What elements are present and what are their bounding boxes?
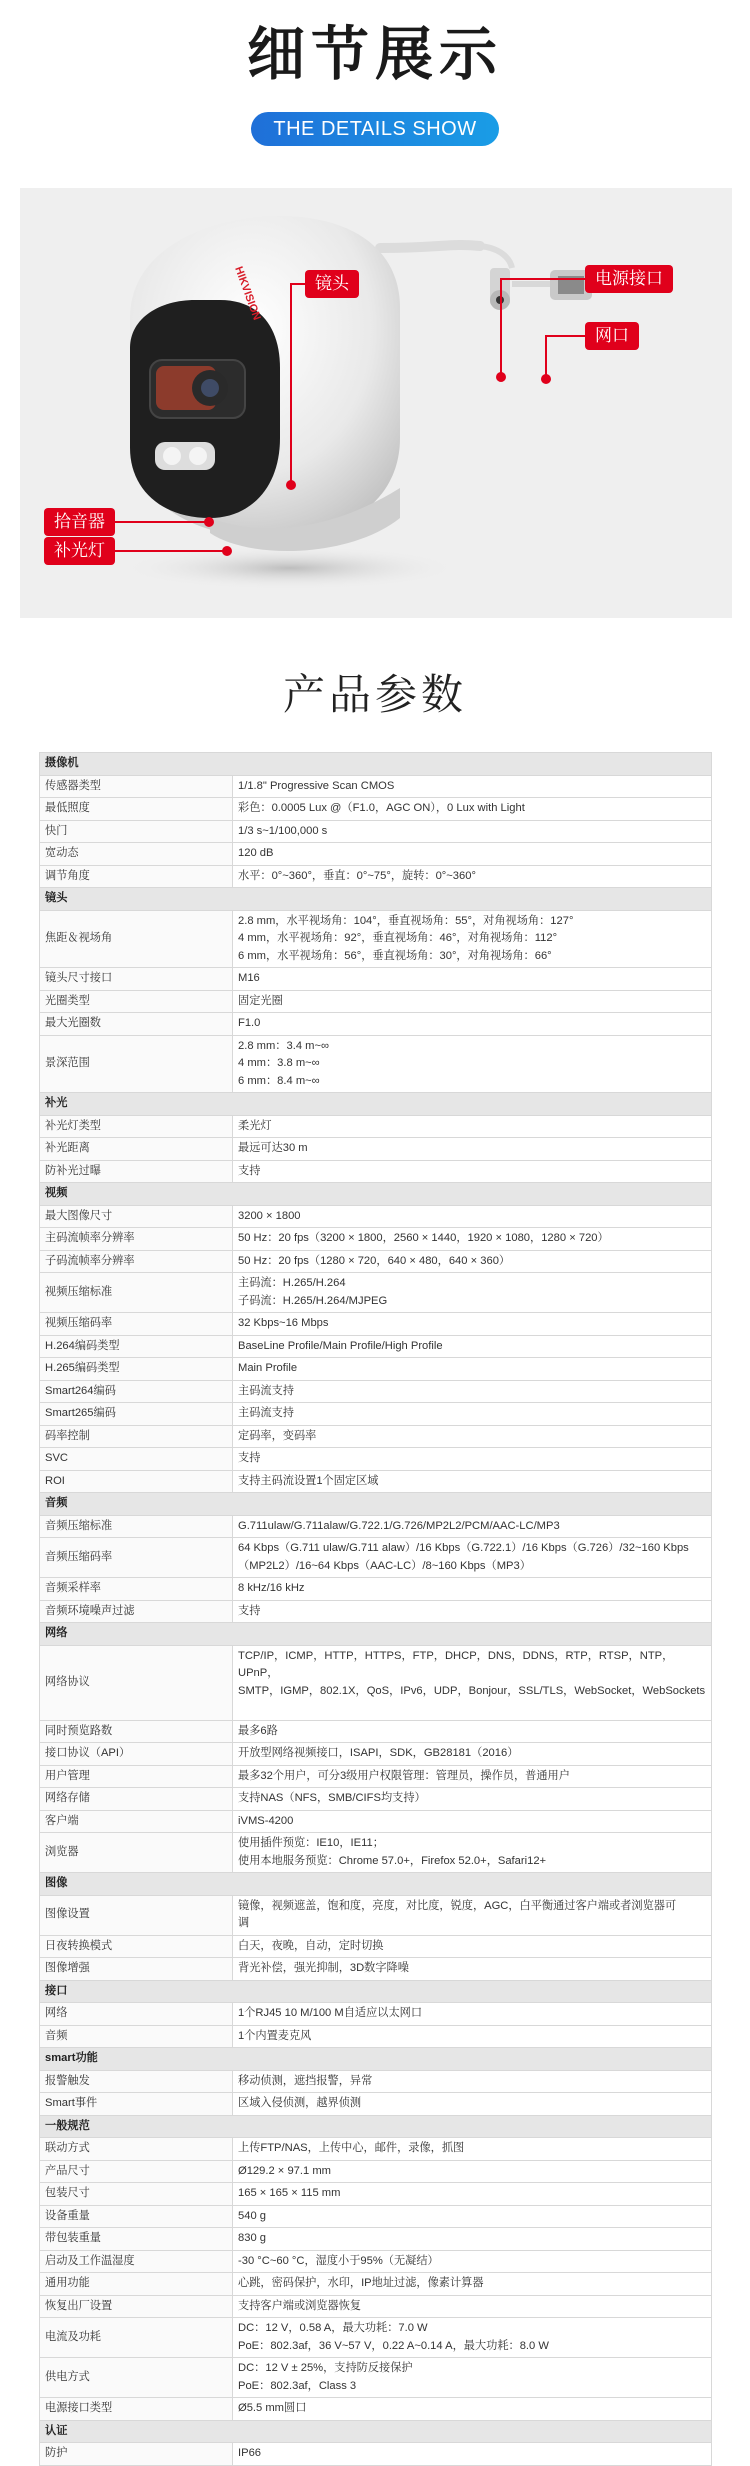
spec-value — [233, 1935, 712, 1958]
spec-key: 客户端 — [40, 1810, 233, 1833]
spec-value — [233, 1358, 712, 1381]
spec-value — [233, 2003, 712, 2026]
spec-value-line: 使用本地服务预览：Chrome 57.0+，Firefox 52.0+，Safari12+ — [238, 1854, 547, 1867]
callout-lens-tag-vline — [290, 283, 292, 483]
spec-value-line: DC：12 V ± 25%，支持防反接保护 — [238, 2362, 413, 2374]
spec-row — [40, 1470, 712, 1493]
spec-value — [233, 1720, 712, 1743]
spec-key: SVC — [40, 1448, 233, 1471]
spec-row — [40, 910, 712, 968]
spec-value — [233, 1205, 712, 1228]
spec-row — [40, 1810, 712, 1833]
spec-value-line: 830 g — [238, 2232, 266, 2244]
spec-row — [40, 2228, 712, 2251]
spec-value-line: 4 mm：3.8 m~∞ — [238, 1057, 320, 1069]
spec-value-line: 支持客户端或浏览器恢复 — [238, 2299, 362, 2312]
spec-value — [233, 1228, 712, 1251]
spec-value-line: 背光补偿，强光抑制，3D数字降噪 — [238, 1962, 409, 1974]
spec-key: 视频压缩标准 — [40, 1273, 233, 1313]
spec-value-line: 彩色：0.0005 Lux @（F1.0，AGC ON），0 Lux with Light — [238, 802, 525, 814]
callout-mic-tag-dot — [204, 517, 214, 527]
spec-value-line: 主码流：H.265/H.264 — [238, 1277, 346, 1289]
spec-row — [40, 1600, 712, 1623]
spec-value — [233, 1833, 712, 1873]
spec-value-line: 主码流支持 — [238, 1384, 294, 1397]
spec-value-line: 开放型网络视频接口，ISAPI，SDK，GB28181（2016） — [238, 1747, 519, 1759]
spec-value — [233, 1538, 712, 1578]
spec-value-line: 区域入侵侦测，越界侦测 — [238, 2097, 362, 2109]
spec-value — [233, 820, 712, 843]
spec-row — [40, 2160, 712, 2183]
spec-row — [40, 775, 712, 798]
spec-row — [40, 1273, 712, 1313]
spec-key: H.264编码类型 — [40, 1335, 233, 1358]
spec-key: 产品尺寸 — [40, 2160, 233, 2183]
spec-value-line: 最多6路 — [238, 1724, 278, 1737]
spec-row — [40, 1358, 712, 1381]
spec-key: 联动方式 — [40, 2138, 233, 2161]
spec-value — [233, 1895, 712, 1935]
spec-row — [40, 1313, 712, 1336]
spec-key: 接口协议（API） — [40, 1743, 233, 1766]
callout-lens-tag-line — [290, 283, 306, 285]
spec-value-line: 1个内置麦克风 — [238, 2029, 312, 2042]
spec-value-line: 最远可达30 m — [238, 1142, 308, 1154]
callout-light-tag-dot — [222, 546, 232, 556]
spec-value — [233, 1313, 712, 1336]
spec-key: 补光灯类型 — [40, 1115, 233, 1138]
spec-key: 调节角度 — [40, 865, 233, 888]
spec-key: 镜头尺寸接口 — [40, 968, 233, 991]
spec-value-line: 固定光圈 — [238, 994, 283, 1007]
spec-value-line: 水平：0°~360°，垂直：0°~75°，旋转：0°~360° — [238, 869, 476, 882]
spec-value — [233, 2250, 712, 2273]
spec-key: 最大图像尺寸 — [40, 1205, 233, 1228]
spec-value-line: BaseLine Profile/Main Profile/High Profile — [238, 1339, 443, 1352]
callout-network-tag-dot — [541, 374, 551, 384]
spec-value — [233, 2358, 712, 2398]
spec-value-line: DC：12 V，0.58 A，最大功耗：7.0 W — [238, 2322, 428, 2334]
spec-key: 焦距＆视场角 — [40, 910, 233, 968]
spec-row — [40, 2295, 712, 2318]
spec-key: 传感器类型 — [40, 775, 233, 798]
spec-value — [233, 1810, 712, 1833]
spec-value-line: iVMS-4200 — [238, 1814, 294, 1827]
spec-value-line: 165 × 165 × 115 mm — [238, 2187, 341, 2199]
spec-key: 音频环境噪声过滤 — [40, 1600, 233, 1623]
camera-illustration — [20, 188, 732, 618]
spec-row — [40, 2250, 712, 2273]
spec-row — [40, 2003, 712, 2026]
spec-group-row — [40, 2115, 712, 2138]
spec-value — [233, 1515, 712, 1538]
spec-value-line: IP66 — [238, 2447, 262, 2459]
spec-row — [40, 990, 712, 1013]
spec-row — [40, 843, 712, 866]
spec-group-title: 摄像机 — [40, 753, 712, 776]
spec-value — [233, 2070, 712, 2093]
spec-row — [40, 1578, 712, 1601]
spec-group-title: 音频 — [40, 1493, 712, 1516]
spec-group-title: 认证 — [40, 2420, 712, 2443]
spec-value — [233, 1743, 712, 1766]
spec-row — [40, 1515, 712, 1538]
spec-row — [40, 1380, 712, 1403]
spec-row — [40, 2318, 712, 2358]
callout-power-tag-dot — [496, 372, 506, 382]
spec-value — [233, 910, 712, 968]
spec-value-line: 64 Kbps（G.711 ulaw/G.711 alaw）/16 Kbps（G.722.1）/16 Kbps（G.726）/32~160 Kbps — [238, 1542, 689, 1554]
spec-value-line: 调 — [238, 1917, 250, 1929]
spec-value-line: 4 mm，水平视场角：92°，垂直视场角：46°，对角视场角：112° — [238, 932, 558, 944]
spec-row — [40, 798, 712, 821]
spec-value-line: F1.0 — [238, 1017, 261, 1029]
spec-group-title: 一般规范 — [40, 2115, 712, 2138]
spec-key: 子码流帧率分辨率 — [40, 1250, 233, 1273]
spec-row — [40, 968, 712, 991]
spec-value-line: 1/1.8" Progressive Scan CMOS — [238, 779, 395, 792]
spec-key: Smart事件 — [40, 2093, 233, 2116]
spec-group-title: 网络 — [40, 1623, 712, 1646]
spec-row — [40, 1720, 712, 1743]
spec-value-line: 2.8 mm：3.4 m~∞ — [238, 1039, 329, 1052]
spec-key: 设备重量 — [40, 2205, 233, 2228]
callout-mic-tag: 拾音器 — [44, 508, 115, 536]
spec-table — [39, 752, 712, 2466]
spec-key: 防补光过曝 — [40, 1160, 233, 1183]
spec-value — [233, 1403, 712, 1426]
spec-row — [40, 1425, 712, 1448]
spec-key: 音频 — [40, 2025, 233, 2048]
spec-value — [233, 1645, 712, 1720]
spec-row — [40, 2398, 712, 2421]
spec-key: 通用功能 — [40, 2273, 233, 2296]
spec-value — [233, 2295, 712, 2318]
spec-row — [40, 1538, 712, 1578]
spec-value-line: 6 mm，水平视场角：56°，垂直视场角：30°，对角视场角：66° — [238, 949, 552, 962]
spec-group-row — [40, 2048, 712, 2071]
spec-value — [233, 968, 712, 991]
spec-value-line: 镜像，视频遮盖，饱和度，亮度，对比度，锐度，AGC，白平衡通过客户端或者浏览器可 — [238, 1899, 677, 1912]
spec-value — [233, 1013, 712, 1036]
spec-row — [40, 1013, 712, 1036]
spec-key: 报警触发 — [40, 2070, 233, 2093]
spec-key: 码率控制 — [40, 1425, 233, 1448]
callout-mic-tag-line — [112, 521, 208, 523]
spec-row — [40, 2183, 712, 2206]
spec-value-line: PoE：802.3af，36 V~57 V，0.22 A~0.14 A，最大功耗：8.0 W — [238, 2339, 549, 2352]
spec-key: 浏览器 — [40, 1833, 233, 1873]
spec-row — [40, 1833, 712, 1873]
spec-value-line: 120 dB — [238, 847, 274, 859]
spec-key: H.265编码类型 — [40, 1358, 233, 1381]
spec-key: 网络协议 — [40, 1645, 233, 1720]
spec-key: 电源接口类型 — [40, 2398, 233, 2421]
spec-value — [233, 2205, 712, 2228]
spec-group-row — [40, 1873, 712, 1896]
spec-key: Smart265编码 — [40, 1403, 233, 1426]
spec-key: 同时预览路数 — [40, 1720, 233, 1743]
spec-value-line: （MP2L2）/16~64 Kbps（AAC-LC）/8~160 Kbps（MP3） — [238, 1559, 531, 1572]
spec-group-title: 图像 — [40, 1873, 712, 1896]
spec-value — [233, 1578, 712, 1601]
callout-lens-tag: 镜头 — [305, 270, 359, 298]
spec-row — [40, 2070, 712, 2093]
spec-key: 宽动态 — [40, 843, 233, 866]
spec-group-title: 接口 — [40, 1980, 712, 2003]
spec-value-line: 使用插件预览：IE10，IE11； — [238, 1837, 384, 1849]
spec-value-line: Main Profile — [238, 1362, 298, 1374]
spec-value-line: 心跳，密码保护，水印，IP地址过滤，像素计算器 — [238, 2277, 484, 2289]
spec-row — [40, 1765, 712, 1788]
spec-key: 供电方式 — [40, 2358, 233, 2398]
spec-value-line: 3200 × 1800 — [238, 1209, 301, 1222]
spec-value — [233, 1788, 712, 1811]
spec-value — [233, 2228, 712, 2251]
spec-value — [233, 2025, 712, 2048]
spec-value — [233, 2273, 712, 2296]
callout-light-tag: 补光灯 — [44, 537, 115, 565]
spec-row — [40, 1205, 712, 1228]
spec-row — [40, 1138, 712, 1161]
spec-row — [40, 865, 712, 888]
spec-group-row — [40, 1623, 712, 1646]
spec-value-line — [238, 1700, 706, 1718]
spec-value-line: 8 kHz/16 kHz — [238, 1582, 305, 1594]
spec-row — [40, 1228, 712, 1251]
callout-power-tag: 电源接口 — [585, 265, 673, 293]
spec-group-row — [40, 753, 712, 776]
spec-key: 快门 — [40, 820, 233, 843]
spec-value-line: Ø129.2 × 97.1 mm — [238, 2164, 331, 2177]
spec-value — [233, 1335, 712, 1358]
spec-key: 补光距离 — [40, 1138, 233, 1161]
spec-key: 电流及功耗 — [40, 2318, 233, 2358]
spec-value — [233, 1138, 712, 1161]
spec-group-row — [40, 1980, 712, 2003]
spec-key: 网络 — [40, 2003, 233, 2026]
callout-network-tag-line — [545, 335, 585, 337]
spec-key: 包装尺寸 — [40, 2183, 233, 2206]
spec-value-line: G.711ulaw/G.711alaw/G.722.1/G.726/MP2L2/PCM/AAC-LC/MP3 — [238, 1519, 560, 1532]
spec-value-line: 支持 — [238, 1604, 261, 1617]
spec-value — [233, 1273, 712, 1313]
spec-value-line: 540 g — [238, 2209, 266, 2222]
spec-value-line: 柔光灯 — [238, 1119, 272, 1132]
spec-group-row — [40, 1183, 712, 1206]
spec-row — [40, 1958, 712, 1981]
spec-value-line: 6 mm：8.4 m~∞ — [238, 1074, 320, 1087]
spec-key: 主码流帧率分辨率 — [40, 1228, 233, 1251]
spec-key: 启动及工作温湿度 — [40, 2250, 233, 2273]
spec-row — [40, 820, 712, 843]
spec-key: 最低照度 — [40, 798, 233, 821]
spec-value-line: 50 Hz：20 fps（1280 × 720，640 × 480，640 × 360） — [238, 1254, 511, 1267]
spec-value-line: -30 °C~60 °C，湿度小于95%（无凝结） — [238, 2254, 439, 2267]
spec-row — [40, 2443, 712, 2466]
spec-row — [40, 1160, 712, 1183]
spec-key: 景深范围 — [40, 1035, 233, 1093]
spec-value — [233, 1600, 712, 1623]
spec-row — [40, 2205, 712, 2228]
spec-key: 网络存储 — [40, 1788, 233, 1811]
spec-key: 光圈类型 — [40, 990, 233, 1013]
spec-value-line: 白天，夜晚，自动，定时切换 — [238, 1939, 384, 1952]
spec-value — [233, 843, 712, 866]
spec-value — [233, 1470, 712, 1493]
spec-value — [233, 1448, 712, 1471]
spec-row — [40, 1403, 712, 1426]
spec-value-line: 2.8 mm，水平视场角：104°，垂直视场角：55°，对角视场角：127° — [238, 914, 574, 927]
callout-power-tag-vline — [500, 278, 502, 374]
spec-row — [40, 1935, 712, 1958]
page-title: 细节展示 — [246, 20, 503, 88]
callout-light-tag-line — [112, 550, 226, 552]
spec-value-line: 主码流支持 — [238, 1407, 294, 1419]
spec-value — [233, 2398, 712, 2421]
spec-value — [233, 2093, 712, 2116]
spec-value — [233, 1250, 712, 1273]
spec-value — [233, 775, 712, 798]
spec-group-title: 镜头 — [40, 888, 712, 911]
spec-key: 带包装重量 — [40, 2228, 233, 2251]
spec-key: Smart264编码 — [40, 1380, 233, 1403]
spec-key: 图像增强 — [40, 1958, 233, 1981]
spec-key: 用户管理 — [40, 1765, 233, 1788]
spec-key: 防护 — [40, 2443, 233, 2466]
spec-value — [233, 1380, 712, 1403]
spec-group-title: 视频 — [40, 1183, 712, 1206]
spec-value — [233, 1035, 712, 1093]
spec-row — [40, 1250, 712, 1273]
spec-value — [233, 2318, 712, 2358]
spec-value-line: 支持 — [238, 1164, 261, 1177]
spec-value-line: 定码率，变码率 — [238, 1429, 317, 1442]
spec-key: 最大光圈数 — [40, 1013, 233, 1036]
spec-value — [233, 865, 712, 888]
brand-logo: HIKVISION — [232, 264, 263, 322]
spec-row — [40, 1115, 712, 1138]
spec-value-line: 支持主码流设置1个固定区域 — [238, 1474, 379, 1487]
spec-value — [233, 2443, 712, 2466]
spec-value — [233, 2138, 712, 2161]
spec-key: ROI — [40, 1470, 233, 1493]
spec-key: 音频采样率 — [40, 1578, 233, 1601]
spec-value-line: TCP/IP，ICMP，HTTP，HTTPS，FTP，DHCP，DNS，DDNS，RTP，RTSP，NTP，UPnP， — [238, 1649, 674, 1679]
spec-group-row — [40, 1093, 712, 1116]
spec-value-line: Ø5.5 mm圆口 — [238, 2402, 307, 2414]
subtitle-badge: THE DETAILS SHOW — [251, 112, 499, 146]
spec-value-line: 支持 — [238, 1452, 261, 1464]
spec-value-line: M16 — [238, 972, 260, 984]
section-title: 产品参数 — [282, 670, 467, 719]
spec-row — [40, 2358, 712, 2398]
callout-network-tag-vline — [545, 335, 547, 377]
spec-row — [40, 2093, 712, 2116]
spec-group-row — [40, 1493, 712, 1516]
spec-row — [40, 1448, 712, 1471]
spec-row — [40, 1645, 712, 1720]
spec-value-line: PoE：802.3af，Class 3 — [238, 2379, 357, 2392]
spec-value-line: 最多32个用户，可分3级用户权限管理：管理员，操作员，普通用户 — [238, 1769, 570, 1782]
spec-row — [40, 1035, 712, 1093]
spec-group-title: smart功能 — [40, 2048, 712, 2071]
spec-value-line: 1个RJ45 10 M/100 M自适应以太网口 — [238, 2007, 423, 2019]
spec-value — [233, 2160, 712, 2183]
callout-network-tag: 网口 — [585, 322, 639, 350]
spec-row — [40, 1895, 712, 1935]
spec-value-line: 支持NAS（NFS，SMB/CIFS均支持） — [238, 1792, 426, 1804]
spec-value — [233, 798, 712, 821]
spec-group-title: 补光 — [40, 1093, 712, 1116]
spec-key: 音频压缩标准 — [40, 1515, 233, 1538]
spec-key: 恢复出厂设置 — [40, 2295, 233, 2318]
spec-row — [40, 1335, 712, 1358]
spec-key: 日夜转换模式 — [40, 1935, 233, 1958]
spec-value-line: 50 Hz：20 fps（3200 × 1800，2560 × 1440，1920 × 1080，1280 × 720） — [238, 1232, 609, 1244]
spec-group-row — [40, 888, 712, 911]
spec-value — [233, 1958, 712, 1981]
spec-value-line: 移动侦测，遮挡报警，异常 — [238, 2074, 373, 2087]
spec-key: 视频压缩码率 — [40, 1313, 233, 1336]
spec-key: 图像设置 — [40, 1895, 233, 1935]
spec-value — [233, 1115, 712, 1138]
spec-value-line: 32 Kbps~16 Mbps — [238, 1317, 329, 1329]
product-figure — [20, 188, 732, 618]
spec-row — [40, 1788, 712, 1811]
spec-value — [233, 990, 712, 1013]
spec-value — [233, 1425, 712, 1448]
callout-lens-tag-dot — [286, 480, 296, 490]
spec-value — [233, 1765, 712, 1788]
spec-row — [40, 1743, 712, 1766]
spec-value-line: 上传FTP/NAS，上传中心，邮件，录像，抓图 — [238, 2142, 465, 2154]
spec-value-line: 子码流：H.265/H.264/MJPEG — [238, 1294, 388, 1307]
spec-key: 音频压缩码率 — [40, 1538, 233, 1578]
spec-value — [233, 1160, 712, 1183]
spec-row — [40, 2025, 712, 2048]
spec-value-line: SMTP，IGMP，802.1X，QoS，IPv6，UDP，Bonjour，SSL/TLS，WebSocket，WebSockets — [238, 1684, 706, 1697]
spec-row — [40, 2138, 712, 2161]
spec-value-line: 1/3 s~1/100,000 s — [238, 824, 328, 837]
callout-power-tag-line — [500, 278, 586, 280]
spec-group-row — [40, 2420, 712, 2443]
spec-row — [40, 2273, 712, 2296]
spec-value — [233, 2183, 712, 2206]
